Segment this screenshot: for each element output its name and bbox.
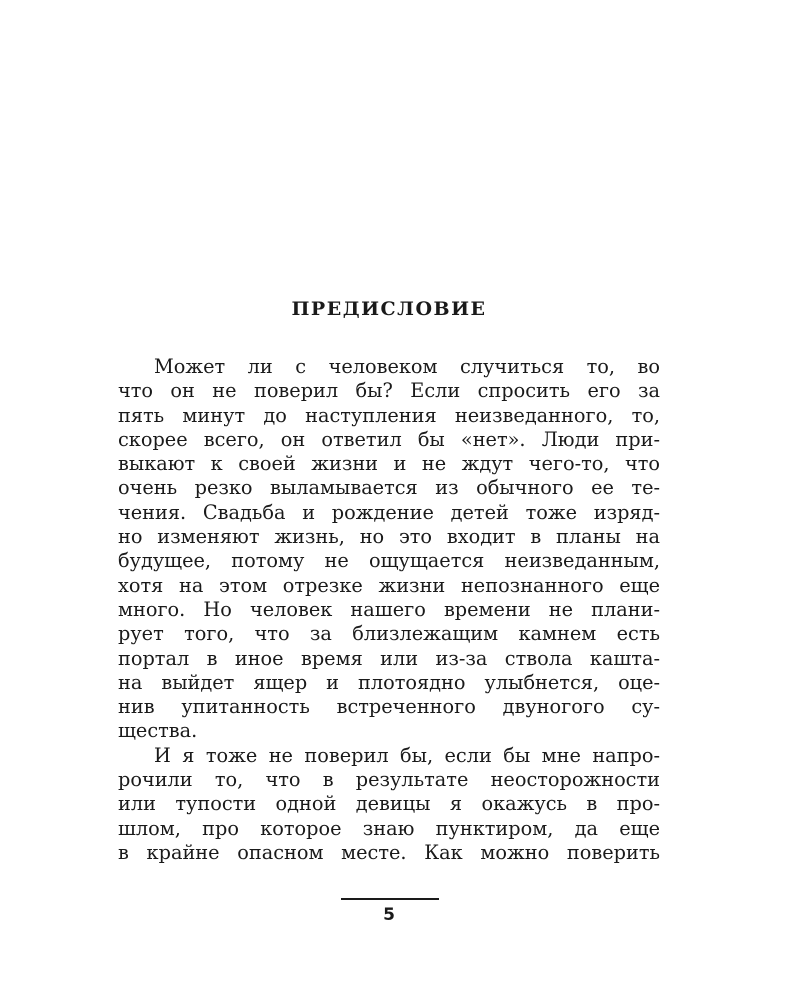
body-text — [118, 355, 660, 865]
text-line: И я тоже не поверил бы, если бы мне напро- — [154, 743, 660, 767]
text-line: но изменяют жизнь, но это входит в планы на — [118, 525, 660, 549]
footer-rule — [341, 898, 439, 900]
text-line: пять минут до наступления неизведанного, то, — [118, 403, 660, 427]
text-line: что он не поверил бы? Если спросить его за — [118, 379, 660, 403]
text-line: или тупости одной девицы я окажусь в про- — [118, 792, 660, 816]
text-line: портал в иное время или из-за ствола кашта- — [118, 646, 660, 670]
text-line: много. Но человек нашего времени не плани- — [118, 597, 660, 621]
text-line: рует того, что за близлежащим камнем есть — [118, 622, 660, 646]
chapter-title: ПРЕДИСЛОВИЕ — [291, 298, 487, 320]
text-line: очень резко выламывается из обычного ее те- — [118, 476, 660, 500]
text-line: нив упитанность встреченного двуногого су- — [118, 695, 660, 719]
text-line: на выйдет ящер и плотоядно улыбнется, оце- — [118, 670, 660, 694]
text-line: чения. Свадьба и рождение детей тоже изряд- — [118, 500, 660, 524]
text-line: скорее всего, он ответил бы «нет». Люди при- — [118, 427, 660, 451]
text-line: рочили то, что в результате неосторожности — [118, 768, 660, 792]
text-line: в крайне опасном месте. Как можно поверить — [118, 840, 660, 864]
text-line: шлом, про которое знаю пунктиром, да еще — [118, 816, 660, 840]
text-line: хотя на этом отрезке жизни непознанного еще — [118, 573, 660, 597]
text-line: Может ли с человеком случиться то, во — [154, 355, 660, 378]
text-line: щества. — [118, 719, 198, 743]
page-number: 5 — [383, 905, 395, 925]
text-line: выкают к своей жизни и не ждут чего-то, что — [118, 452, 660, 476]
text-line: будущее, потому не ощущается неизведанным, — [118, 549, 660, 573]
